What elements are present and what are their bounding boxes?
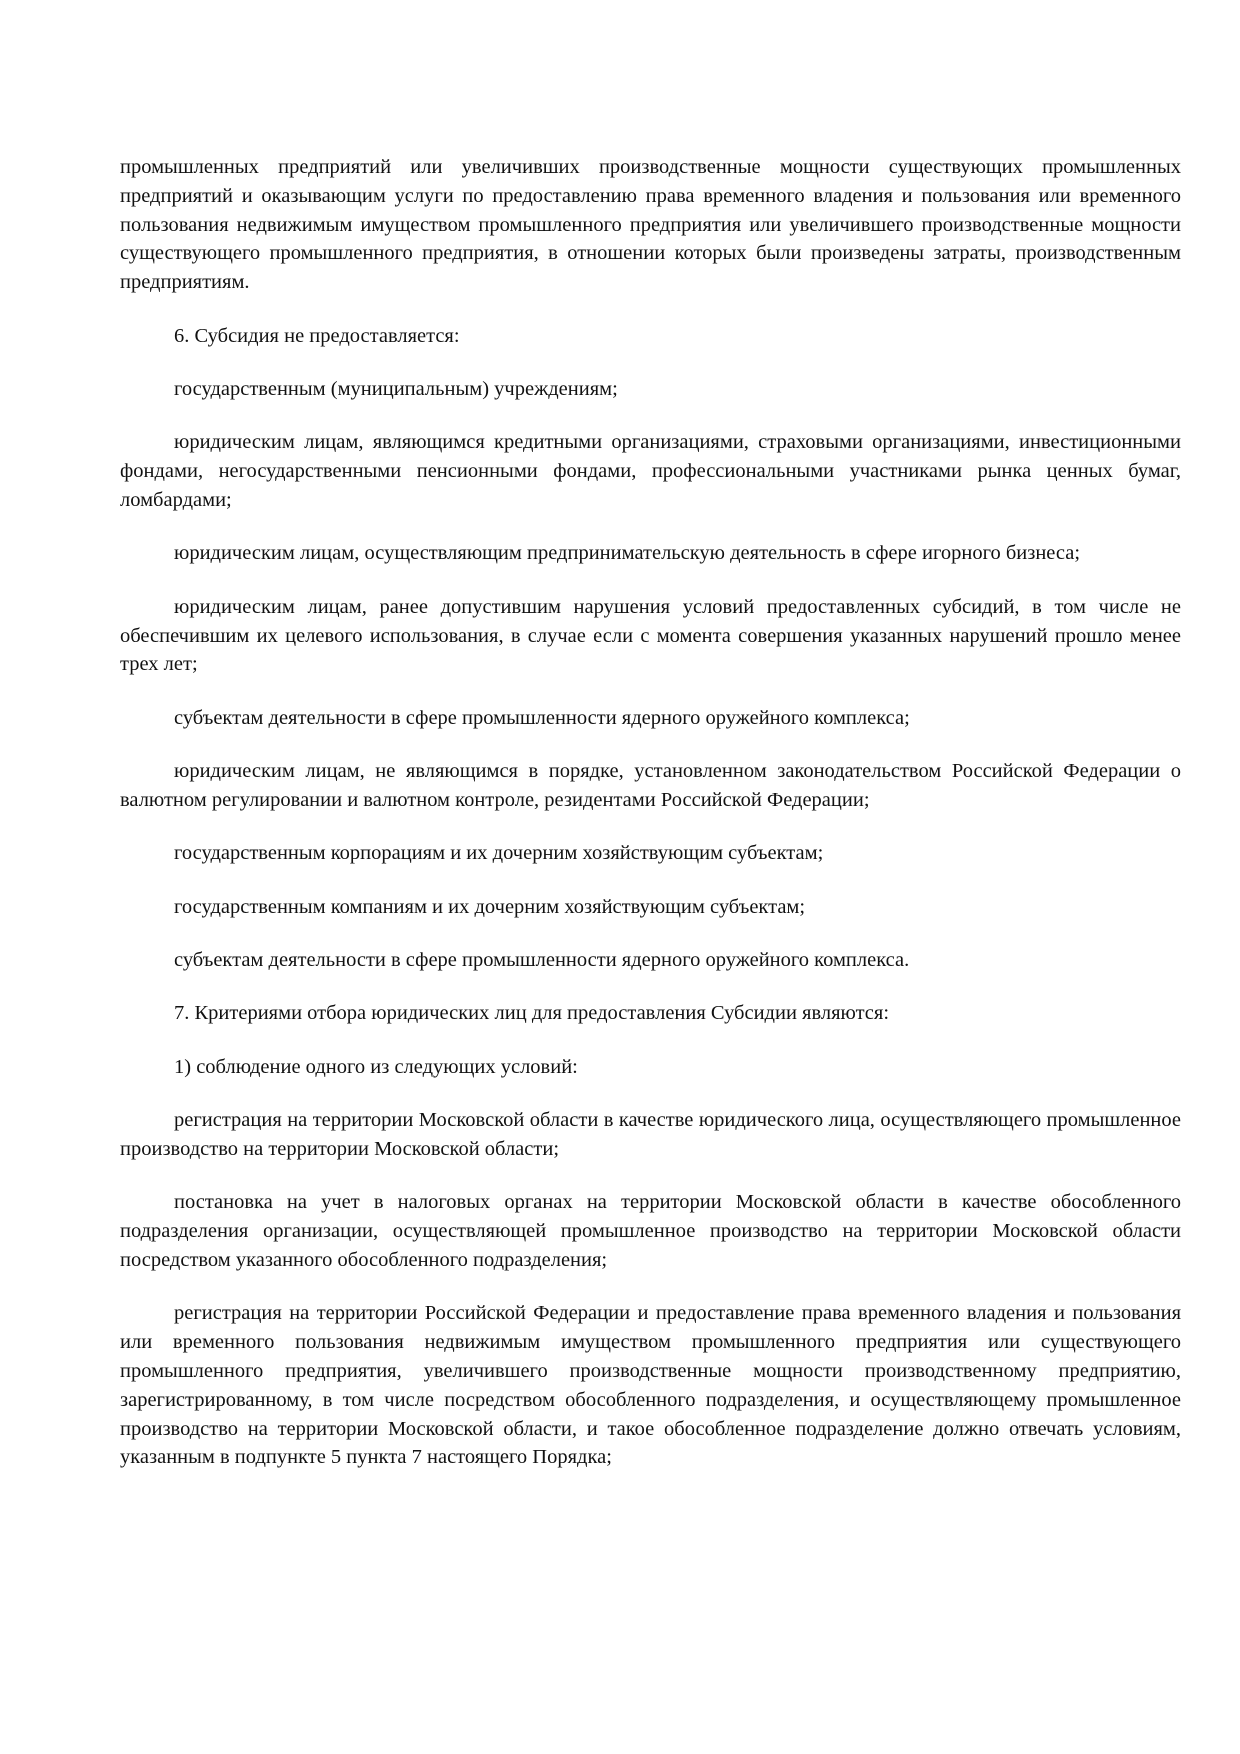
list-item: юридическим лицам, являющимся кредитными организациями, страховыми организациями, инвестиционными фондами, негосударственными пенсионными фондами, профессиональными участниками рынка ценных бумаг, ломбардами;: [120, 431, 1181, 511]
list-item: регистрация на территории Российской Федерации и предоставление права временного владения и пользования или временного пользования недвижимым имуществом промышленного предприятия или существующего промышленного предприятия, увеличившего производственные мощности производственному предприятию, зарегистрированному, в том числе посредством обособленного подразделения, и осуществляющему промышленное производство на территории Московской области, и такое обособленное подразделение должно отвечать условиям, указанным в подпункте 5 пункта 7 настоящего Порядка;: [120, 1302, 1181, 1469]
list-item: юридическим лицам, не являющимся в порядке, установленном законодательством Российской Федерации о валютном регулировании и валютном контроле, резидентами Российской Федерации;: [120, 760, 1181, 811]
list-item: субъектам деятельности в сфере промышленности ядерного оружейного комплекса.: [174, 949, 910, 972]
list-item: регистрация на территории Московской области в качестве юридического лица, осуществляющего промышленное производство на территории Московской области;: [120, 1109, 1181, 1161]
list-item: государственным корпорациям и их дочерним хозяйствующим субъектам;: [174, 842, 824, 865]
section-7-heading: 7. Критериями отбора юридических лиц для предоставления Субсидии являются:: [174, 1002, 890, 1025]
paragraph-continuation: промышленных предприятий или увеличивших производственные мощности существующих промышленных предприятий и оказывающим услуги по предоставлению права временного владения и пользования или временного пользования недвижимым имуществом промышленного предприятия или увеличившего производственные мощности существующего промышленного предприятия, в отношении которых были произведены затраты, производственным предприятиям.: [120, 156, 1181, 294]
document-page: [120, 153, 1181, 1497]
section-6-heading: 6. Субсидия не предоставляется:: [174, 324, 460, 347]
list-item: государственным (муниципальным) учреждениям;: [174, 377, 618, 400]
list-item: постановка на учет в налоговых органах на территории Московской области в качестве обособленного подразделения организации, осуществляющей промышленное производство на территории Московской области посредством указанного обособленного подразделения;: [120, 1191, 1181, 1272]
list-item: субъектам деятельности в сфере промышленности ядерного оружейного комплекса;: [174, 706, 910, 729]
list-item: государственным компаниям и их дочерним хозяйствующим субъектам;: [174, 895, 806, 918]
list-item: юридическим лицам, осуществляющим предпринимательскую деятельность в сфере игорного бизнеса;: [174, 542, 1081, 565]
list-item: юридическим лицам, ранее допустившим нарушения условий предоставленных субсидий, в том числе не обеспечившим их целевого использования, в случае если с момента совершения указанных нарушений прошло менее трех лет;: [120, 595, 1181, 676]
subitem-1: 1) соблюдение одного из следующих условий:: [174, 1055, 578, 1078]
